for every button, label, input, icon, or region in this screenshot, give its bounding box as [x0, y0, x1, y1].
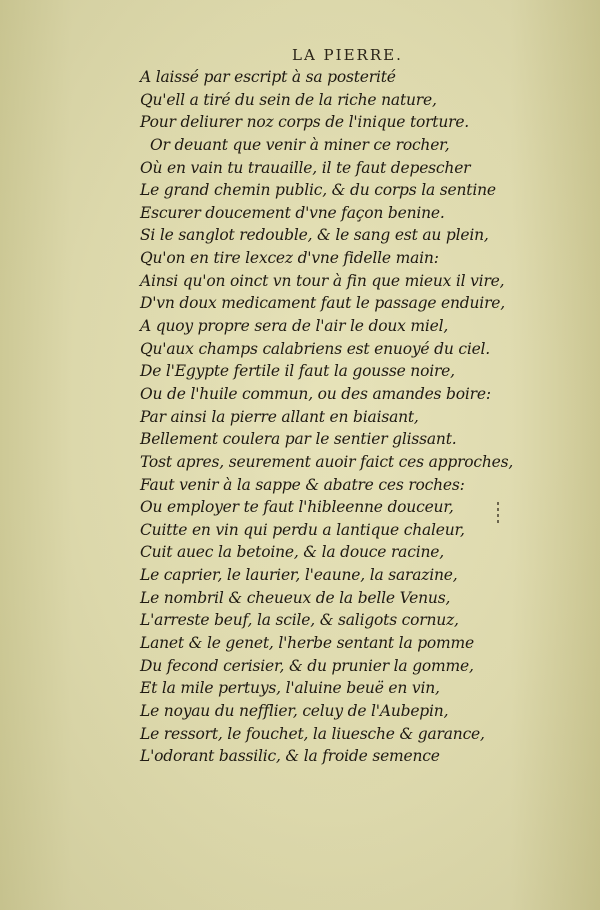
verse-line: Ou employer te faut l'hibleenne douceur,	[140, 498, 454, 517]
verse-line: Escurer doucement d'vne façon benine.	[140, 203, 445, 222]
verse-line: Or deuant que venir à miner ce rocher,	[150, 135, 450, 154]
verse-line: Qu'ell a tiré du sein de la riche nature,	[140, 90, 437, 109]
verse-line: L'odorant bassilic, & la froide semence	[140, 747, 440, 766]
verse-line: D'vn doux medicament faut le passage enduire,	[140, 294, 505, 313]
verse-line: Ou de l'huile commun, ou des amandes boire:	[140, 384, 491, 403]
margin-mark	[497, 502, 499, 526]
verse-line: Ainsi qu'on oinct vn tour à fin que mieux il vire,	[140, 271, 505, 290]
verse-line: Qu'on en tire lexcez d'vne fidelle main:	[140, 249, 439, 268]
verse-line: Lanet & le genet, l'herbe sentant la pomme	[140, 634, 475, 653]
verse-line: Où en vain tu trauaille, il te faut depescher	[140, 158, 471, 177]
verse-line: Du fecond cerisier, & du prunier la gomme,	[140, 656, 474, 675]
verse-line: Et la mile pertuys, l'aluine beuë en vin,	[140, 679, 440, 698]
verse-line: Si le sanglot redouble, & le sang est au plein,	[140, 226, 489, 245]
verse-line: Le noyau du nefflier, celuy de l'Aubepin,	[140, 701, 449, 720]
verse-line: A laissé par escript à sa posterité	[140, 68, 396, 86]
verse-line: Par ainsi la pierre allant en biaisant,	[140, 407, 419, 426]
verse-line: Pour deliurer noz corps de l'inique torture.	[140, 113, 470, 132]
verse-line: Bellement coulera par le sentier glissant.	[140, 430, 457, 449]
verse-line: Le ressort, le fouchet, la liuesche & garance,	[140, 724, 485, 743]
verse-list	[140, 66, 580, 768]
verse-line: De l'Egypte fertile il faut la gousse noire,	[140, 362, 455, 381]
verse-line: Le grand chemin public, & du corps la sentine	[140, 181, 496, 200]
verse-line: Faut venir à la sappe & abatre ces roches:	[140, 475, 465, 494]
verse-line: Le caprier, le laurier, l'eaune, la sarazine,	[140, 566, 458, 585]
verse-line: Le nombril & cheueux de la belle Venus,	[140, 588, 451, 607]
verse-line: Cuit auec la betoine, & la douce racine,	[140, 543, 444, 562]
verse-line: Cuitte en vin qui perdu a lantique chaleur,	[140, 520, 465, 539]
verse-line: A quoy propre sera de l'air le doux miel,	[140, 317, 449, 336]
verse-line: Qu'aux champs calabriens est enuoyé du ciel.	[140, 339, 491, 358]
verse-line: Tost apres, seurement auoir faict ces approches,	[140, 452, 514, 471]
verse-line: L'arreste beuf, la scile, & saligots cornuz,	[140, 611, 459, 630]
running-head: LA PIERRE.	[292, 46, 403, 64]
